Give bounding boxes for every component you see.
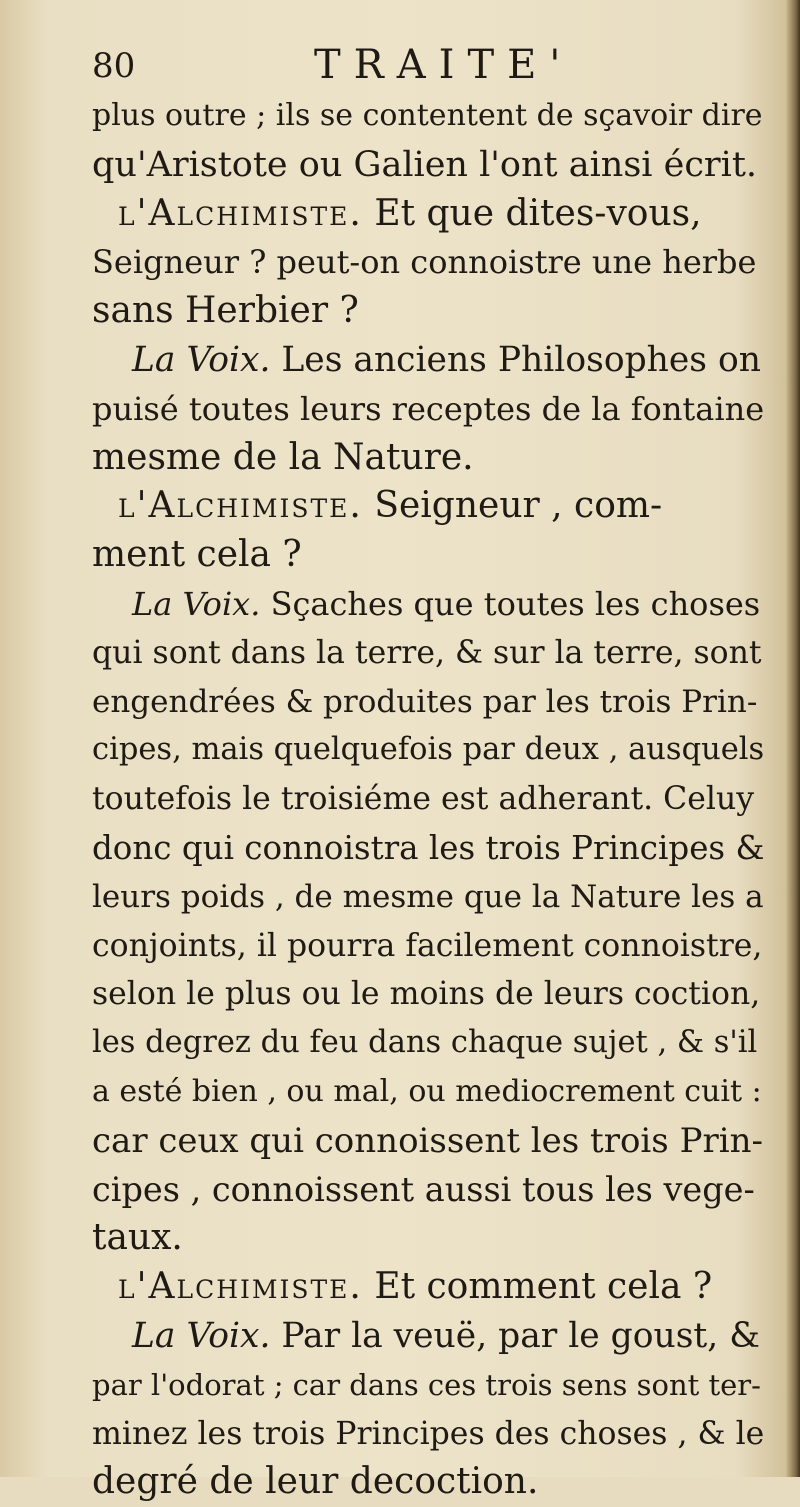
text-line: [92, 726, 764, 775]
line-text: donc qui connoistra les trois Principes &: [92, 828, 765, 867]
line-text: Et comment cela ?: [362, 1266, 713, 1308]
text-line: [92, 1263, 764, 1312]
speaker-label: l'Alchimiste.: [118, 485, 363, 527]
page-edge-shadow: [786, 0, 800, 1477]
line-text: par l'odorat ; car dans ces trois sens sont ter-: [92, 1367, 761, 1402]
text-line: [92, 287, 764, 336]
line-text: degré de leur decoction.: [92, 1461, 539, 1503]
text-line: [92, 824, 764, 873]
text-line: [92, 531, 764, 580]
text-line: [92, 238, 764, 287]
line-text: cipes, mais quelquefois par deux , ausquels: [92, 732, 765, 768]
line-text: minez les trois Principes des choses , & le: [92, 1415, 765, 1452]
line-text: car ceux qui connoissent les trois Prin-: [92, 1120, 763, 1161]
speaker-label: l'Alchimiste.: [118, 1266, 363, 1308]
line-text: ment cela ?: [92, 534, 302, 576]
text-line: [92, 1166, 764, 1215]
page-number: 80: [92, 46, 136, 86]
line-text: cipes , connoissent aussi tous les vege-: [92, 1169, 755, 1209]
text-line: [92, 92, 764, 141]
line-text: les degrez du feu dans chaque sujet , & s'il: [92, 1025, 758, 1061]
line-text: Seigneur ? peut-on connoistre une herbe: [92, 243, 757, 282]
text-line: [92, 873, 764, 922]
text-line: [92, 190, 764, 239]
line-text: selon le plus ou le moins de leurs coction,: [92, 976, 761, 1013]
line-text: qui sont dans la terre, & sur la terre, sont: [92, 634, 762, 671]
text-line: [92, 1312, 764, 1361]
text-line: [92, 1019, 764, 1068]
speaker-label: l'Alchimiste.: [118, 192, 363, 234]
line-text: plus outre ; ils se contentent de sçavoir dire: [92, 98, 763, 133]
line-text: toutefois le troisiéme est adherant. Celuy: [92, 781, 755, 818]
line-text: Par la veuë, par le goust, &: [270, 1315, 760, 1356]
line-text: a esté bien , ou mal, ou mediocrement cuit :: [92, 1073, 762, 1109]
line-text: taux.: [92, 1217, 183, 1259]
line-text: sans Herbier ?: [92, 290, 359, 332]
text-line: [92, 1117, 764, 1166]
text-line: [92, 1361, 764, 1410]
line-text: conjoints, il pourra facilement connoistre,: [92, 927, 763, 964]
text-line: [92, 580, 764, 629]
voice-label: La Voix.: [132, 1315, 271, 1356]
line-text: Seigneur , com-: [362, 485, 663, 527]
text-line: [92, 336, 764, 385]
text-line: [92, 434, 764, 483]
line-text: Les anciens Philosophes on: [270, 339, 761, 380]
text-line: [92, 385, 764, 434]
text-line: [92, 1410, 764, 1459]
text-line: [92, 1458, 764, 1507]
text-line: [92, 922, 764, 971]
line-text: qu'Aristote ou Galien l'ont ainsi écrit.: [92, 144, 758, 185]
line-text: leurs poids , de mesme que la Nature les a: [92, 878, 764, 915]
line-text: mesme de la Nature.: [92, 436, 474, 478]
line-text: puisé toutes leurs receptes de la fontaine: [92, 389, 765, 428]
text-line: [92, 970, 764, 1019]
line-text: Sçaches que toutes les choses: [260, 584, 761, 623]
text-line: [92, 1214, 764, 1263]
running-title: TRAITE': [314, 42, 574, 88]
text-line: [92, 629, 764, 678]
voice-label: La Voix.: [132, 584, 261, 623]
line-text: engendrées & produites par les trois Prin-: [92, 683, 758, 720]
page-header: [92, 42, 692, 92]
line-text: Et que dites-vous,: [362, 192, 702, 234]
voice-label: La Voix.: [132, 339, 271, 380]
text-line: [92, 678, 764, 727]
text-line: [92, 1068, 764, 1117]
text-line: [92, 141, 764, 190]
text-line: [92, 482, 764, 531]
body-text: [92, 92, 764, 1507]
text-line: [92, 775, 764, 824]
